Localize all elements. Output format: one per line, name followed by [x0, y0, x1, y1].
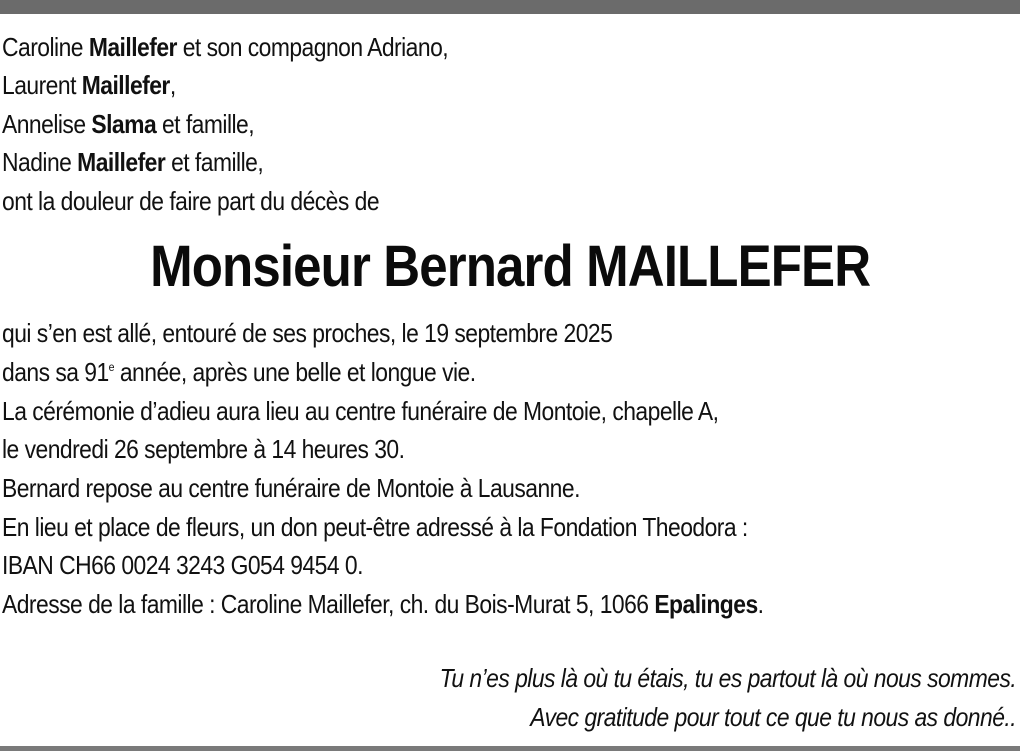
family-address-city: Epalinges [654, 589, 758, 619]
announcer-line-3 [2, 111, 254, 137]
detail-line-5: Bernard repose au centre funéraire de Montoie à Lausanne. [2, 473, 580, 503]
deceased-full-name: Monsieur Bernard MAILLEFER [149, 234, 871, 299]
announcer-family-name: Maillefer [81, 70, 170, 100]
ordinal-suffix: e [108, 360, 115, 374]
announcer-line-4 [2, 149, 263, 175]
announcer-given-name: Annelise [2, 109, 92, 139]
announcer-given-name: Laurent [2, 70, 82, 100]
announcer-line-1 [2, 34, 448, 60]
announcer-line-rest: et son compagnon Adriano, [176, 32, 449, 62]
detail-line-4: le vendredi 26 septembre à 14 heures 30. [2, 434, 405, 464]
detail-line-7-iban: IBAN CH66 0024 3243 G054 9454 0. [2, 550, 363, 580]
detail-line-6: En lieu et place de fleurs, un don peut-être adressé à la Fondation Theodora : [2, 512, 748, 542]
detail-line-8-address [2, 591, 763, 617]
top-border-rule [0, 0, 1020, 14]
announcer-family-name: Maillefer [77, 147, 166, 177]
epitaph-line-1: Tu n’es plus là où tu étais, tu es partout là où nous sommes. [439, 663, 1016, 693]
announcement-intro-line: ont la douleur de faire part du décès de [2, 186, 380, 216]
deceased-name-heading [0, 234, 1020, 299]
detail-line-2-post: année, après une belle et longue vie. [114, 357, 476, 387]
bottom-border-rule [0, 746, 1020, 751]
family-address-end: . [757, 589, 764, 619]
announcer-line-rest: et famille, [165, 147, 264, 177]
detail-line-2-pre: dans sa 91 [2, 357, 109, 387]
detail-line-1: qui s’en est allé, entouré de ses proches, le 19 septembre 2025 [2, 318, 613, 348]
announcer-line-2 [2, 72, 176, 98]
epitaph-line-2: Avec gratitude pour tout ce que tu nous as donné.. [530, 702, 1016, 732]
detail-line-2 [2, 359, 476, 385]
announcer-line-rest: et famille, [156, 109, 255, 139]
detail-line-3: La cérémonie d’adieu aura lieu au centre funéraire de Montoie, chapelle A, [2, 396, 719, 426]
announcer-given-name: Caroline [2, 32, 89, 62]
announcer-family-name: Slama [91, 109, 157, 139]
announcer-given-name: Nadine [2, 147, 78, 177]
announcer-line-rest: , [169, 70, 176, 100]
family-address-text: Adresse de la famille : Caroline Maillefer, ch. du Bois-Murat 5, 1066 [2, 589, 655, 619]
announcer-family-name: Maillefer [88, 32, 177, 62]
